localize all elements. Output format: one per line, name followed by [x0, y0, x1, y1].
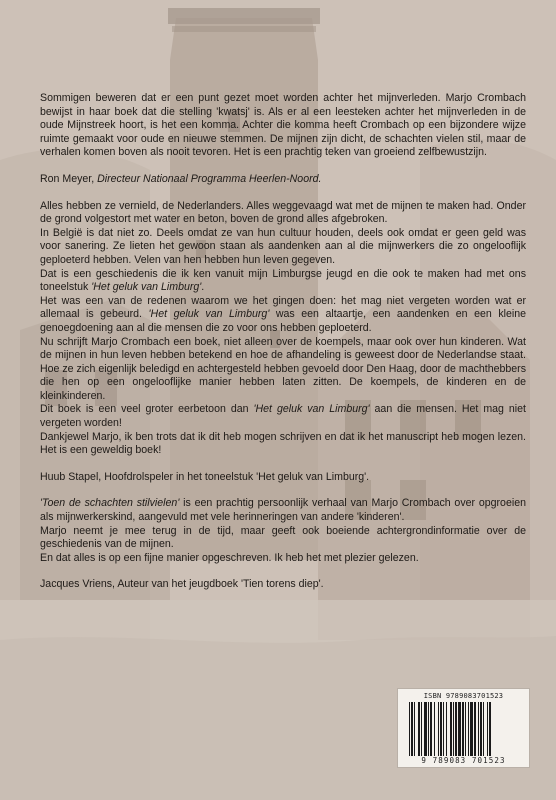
reviewer-signature: Huub Stapel, Hoofdrolspeler in het toneelstuk 'Het geluk van Limburg'. [40, 470, 370, 483]
isbn-digits: 9 789083 701523 [421, 756, 506, 765]
barcode-bar [483, 702, 484, 756]
review-paragraph: Sommigen beweren dat er een punt gezet moet worden achter het mijnverleden. Marjo Crombach bewijst in haar boek dat die stelling 'kwatsj' is. Als er al een leesteken achter het mijnverleden in de oude Mijnstreek hoort, is het een komma. Achter die komma heeft Crombach op een bijzondere wijze ruimte gemaakt voor oude en nieuwe stemmen. De mijnen zijn dicht, de schachten vielen stil, maar de verhalen komen boven als nooit tevoren. Het is een prachtig teken van groeiend zelfbewustzijn. [40, 92, 526, 159]
barcode-bar [453, 702, 454, 756]
barcode-bar [440, 702, 442, 756]
review-paragraph: Dat is een geschiedenis die ik ken vanuit mijn Limburgse jeugd en die ook te maken had met ons toneelstuk 'Het geluk van Limburg'. [40, 267, 526, 294]
barcode-bar [480, 702, 482, 756]
barcode-bar [468, 702, 469, 756]
barcode-bar [446, 702, 447, 756]
review-paragraph: Het was een van de redenen waarom we het gingen doen: het mag niet vergeten worden wat er allemaal is gebeurd. 'Het geluk van Limburg' was een altaartje, een aandenken en een kleine genoegdoening aan al die mensen die zo voor ons hebben geploeterd. [40, 294, 526, 334]
barcode-bar [455, 702, 457, 756]
barcode-bar [438, 702, 439, 756]
review-paragraph: En dat alles is op een fijne manier opgeschreven. Ik heb het met plezier gelezen. [40, 551, 419, 564]
barcode-bar [450, 702, 452, 756]
barcode-bar [434, 702, 435, 756]
barcode-bar [462, 702, 464, 756]
isbn-barcode [397, 688, 530, 768]
barcode-bar [424, 702, 427, 756]
review-paragraph: 'Toen de schachten stilvielen' is een prachtig persoonlijk verhaal van Marjo Crombach over opgroeien als mijnwerkerskind, aangevuld met vele herinneringen van andere 'kinderen'. [40, 497, 526, 524]
review-paragraph: In België is dat niet zo. Deels omdat ze van hun cultuur houden, deels ook omdat er geen geld was voor sanering. Ze lieten het gewoon staan als aandenken aan al die mijnwerkers die zo ongelooflijk geploeterd hebben. Velen van hen hebben hun leven gegeven. [40, 226, 526, 266]
barcode-bar [418, 702, 420, 756]
review-paragraph: Dit boek is een veel groter eerbetoon dan 'Het geluk van Limburg' aan die mensen. Het mag niet vergeten worden! [40, 403, 526, 430]
reviewer-signature: Ron Meyer, Directeur Nationaal Programma Heerlen-Noord. [40, 172, 322, 185]
isbn-label: ISBN 9789083701523 [423, 692, 504, 700]
barcode-bar [470, 702, 473, 756]
barcode-bar [421, 702, 422, 756]
barcode-bar [465, 702, 466, 756]
barcode-bar [478, 702, 479, 756]
barcode-bar [458, 702, 461, 756]
review-paragraph: Dankjewel Marjo, ik ben trots dat ik dit heb mogen schrijven en dat ik het manuscript heb mogen lezen. Het is een geweldig boek! [40, 430, 526, 457]
barcode-bar [409, 702, 410, 756]
barcode-bar [489, 702, 491, 756]
barcode-bar [474, 702, 476, 756]
review-paragraph: Marjo neemt je mee terug in de tijd, maar geeft ook boeiende achtergrondinformatie over de geschiedenis van de mijnen. [40, 524, 526, 551]
barcode-bars [408, 702, 520, 756]
barcode-bar [487, 702, 488, 756]
barcode-bar [414, 702, 415, 756]
barcode-bar [428, 702, 429, 756]
barcode-bar [430, 702, 432, 756]
review-paragraph: Nu schrijft Marjo Crombach een boek, niet alleen over de koempels, maar ook over hun kinderen. Wat de mijnen in hun leven hebben betekend en hoe de afhandeling is geweest door de Nederlandse staat. Hoe ze zich eigenlijk beledigd en achtergesteld hebben gevoeld door Den Haag, door de machthebbers die hen op een ongelooflijke manier hebben laten zitten. De koempels, de kinderen en de kleinkinderen. [40, 335, 526, 402]
barcode-bar [411, 702, 413, 756]
review-paragraph: Alles hebben ze vernield, de Nederlanders. Alles weggevaagd wat met de mijnen te maken had. Onder de grond volgestort met water en beton, boven de grond alles afgebroken. [40, 199, 526, 226]
back-cover-text [40, 92, 526, 592]
barcode-bar [443, 702, 444, 756]
reviewer-signature: Jacques Vriens, Auteur van het jeugdboek 'Tien torens diep'. [40, 578, 324, 591]
